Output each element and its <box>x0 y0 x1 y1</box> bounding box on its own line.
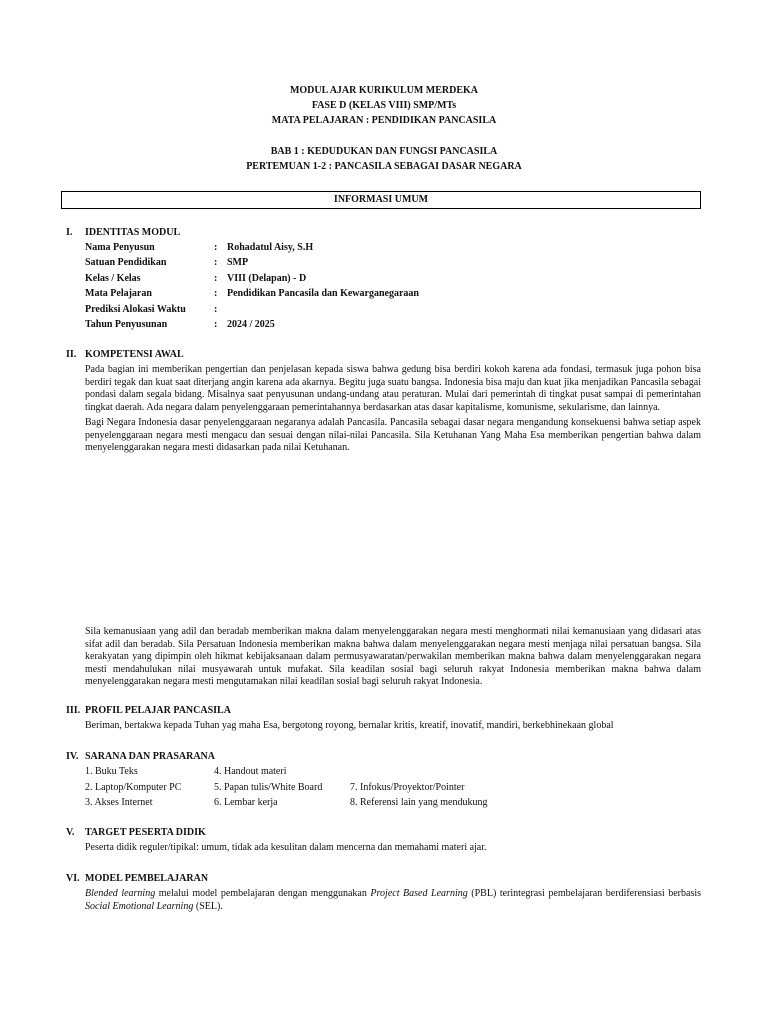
section-model-heading <box>66 873 208 886</box>
identity-colon: : <box>214 319 218 330</box>
kompetensi-paragraph-1: Pada bagian ini memberikan pengertian dan penjelasan kepada siswa bahwa gedung bisa berdiri kokoh karena ada fondasi, termasuk juga pohon bisa berdiri tegak dan kuat saat diterjang angin karena ada akarnya. Begitu juga suatu bangsa. Indonesia bisa maju dan kuat jika menjadikan Pancasila sebagai pondasi dalam segala bidang. Misalnya saat penyusunan undang-undang atau peraturan. Mulai dari pemerintah di tingkat pusat sampai di pemerintahan tingkat daerah. Ada negara dalam penyelenggaraan pemerintahannya berdasarkan atas dasar kapitalisme, komunisme, sekularisme, dan lainnya. <box>85 364 701 413</box>
section-title: IDENTITAS MODUL <box>85 227 181 238</box>
section-title: SARANA DAN PRASARANA <box>85 751 216 762</box>
section-number: V. <box>66 827 75 838</box>
sarana-item: 2. Laptop/Komputer PC <box>85 782 182 793</box>
model-term: Project Based Learning <box>370 888 468 899</box>
section-number: VI. <box>66 873 80 884</box>
model-term: Blended learning <box>85 888 156 899</box>
section-title: MODEL PEMBELAJARAN <box>85 873 209 884</box>
section-title: KOMPETENSI AWAL <box>85 349 184 360</box>
kompetensi-paragraph-3: Sila kemanusiaan yang adil dan beradab memberikan makna dalam menyelenggarakan negara mesti menghormati nilai kemanusiaan yang didasari atas sifat adil dan beradab. Sila Persatuan Indonesia memberikan makna bahwa dalam menyelenggarakan negara mesti menjaga nilai persatuan bangsa. Sila kerakyatan yang dipimpin oleh hikmat kebijaksanaan dalam permusyawaratan/perwakilan memberikan makna bahwa dalam menyelenggarakan negara mesti mendahulukan nilai musyawarah untuk mufakat. Sila keadilan sosial bagi seluruh rakyat Indonesia memberikan makna bahwa dalam menyelenggarakan negara mesti mengutamakan nilai keadilan sosial bagi seluruh rakyat Indonesia. <box>85 626 701 687</box>
section-number: III. <box>66 705 81 716</box>
section-kompetensi-heading <box>66 349 184 362</box>
identity-label: Nama Penyusun <box>85 242 155 253</box>
header-title: MODUL AJAR KURIKULUM MERDEKA <box>289 85 479 96</box>
model-text-part: melalui model pembelajaran dengan menggunakan <box>155 888 371 899</box>
general-info-box: INFORMASI UMUM <box>61 191 701 209</box>
identity-colon: : <box>214 273 218 284</box>
model-text <box>85 888 701 913</box>
sarana-item: 4. Handout materi <box>214 766 287 777</box>
identity-colon: : <box>214 242 218 253</box>
model-text-part: (PBL) terintegrasi pembelajaran berdiferensiasi berbasis <box>467 888 701 899</box>
header-phase: FASE D (KELAS VIII) SMP/MTs <box>311 100 457 111</box>
section-title: TARGET PESERTA DIDIK <box>85 827 206 838</box>
identity-value: 2024 / 2025 <box>227 319 275 330</box>
sarana-item: 7. Infokus/Proyektor/Pointer <box>350 782 465 793</box>
identity-value: Pendidikan Pancasila dan Kewarganegaraan <box>227 288 419 299</box>
identity-label: Prediksi Alokasi Waktu <box>85 304 186 315</box>
section-identitas-heading <box>66 227 180 240</box>
sarana-item: 5. Papan tulis/White Board <box>214 782 323 793</box>
sarana-item: 8. Referensi lain yang mendukung <box>350 797 488 808</box>
header-meeting: PERTEMUAN 1-2 : PANCASILA SEBAGAI DASAR NEGARA <box>246 161 522 172</box>
section-profil-heading <box>66 705 231 718</box>
identity-label: Mata Pelajaran <box>85 288 152 299</box>
section-number: I. <box>66 227 73 238</box>
sarana-item: 3. Akses Internet <box>85 797 153 808</box>
identity-colon: : <box>214 257 218 268</box>
identity-colon: : <box>214 304 218 315</box>
identity-value: Rohadatul Aisy, S.H <box>227 242 314 253</box>
header-chapter: BAB 1 : KEDUDUKAN DAN FUNGSI PANCASILA <box>270 146 498 157</box>
section-target-heading <box>66 827 206 840</box>
identity-label: Satuan Pendidikan <box>85 257 167 268</box>
model-term: Social Emotional Learning <box>85 900 194 912</box>
sarana-item: 1. Buku Teks <box>85 766 138 777</box>
target-text: Peserta didik reguler/tipikal: umum, tidak ada kesulitan dalam mencerna dan memahami materi ajar. <box>85 842 487 853</box>
profil-text: Beriman, bertakwa kepada Tuhan yag maha Esa, bergotong royong, bernalar kritis, kreatif, inovatif, mandiri, berkebhinekaan global <box>85 720 614 731</box>
identity-value: SMP <box>227 257 249 268</box>
identity-label: Kelas / Kelas <box>85 273 141 284</box>
section-number: II. <box>66 349 77 360</box>
section-title: PROFIL PELAJAR PANCASILA <box>85 705 231 716</box>
header-subject: MATA PELAJARAN : PENDIDIKAN PANCASILA <box>271 115 497 126</box>
identity-label: Tahun Penyusunan <box>85 319 168 330</box>
identity-colon: : <box>214 288 218 299</box>
model-text-part: (SEL). <box>193 900 223 912</box>
section-sarana-heading <box>66 751 215 764</box>
identity-value: VIII (Delapan) - D <box>227 273 307 284</box>
section-number: IV. <box>66 751 79 762</box>
kompetensi-paragraph-2: Bagi Negara Indonesia dasar penyelenggaraan negaranya adalah Pancasila. Pancasila sebagai dasar negara mengandung konsekuensi bahwa setiap aspek penyelenggaraan negara mesti mengacu dan sesuai dengan nilai-nilai Pancasila. Sila Ketuhanan Yang Maha Esa memberikan pengertian bahwa dalam menyelenggarakan negara mesti didasarkan pada nilai Ketuhanan. <box>85 417 701 453</box>
sarana-item: 6. Lembar kerja <box>214 797 278 808</box>
